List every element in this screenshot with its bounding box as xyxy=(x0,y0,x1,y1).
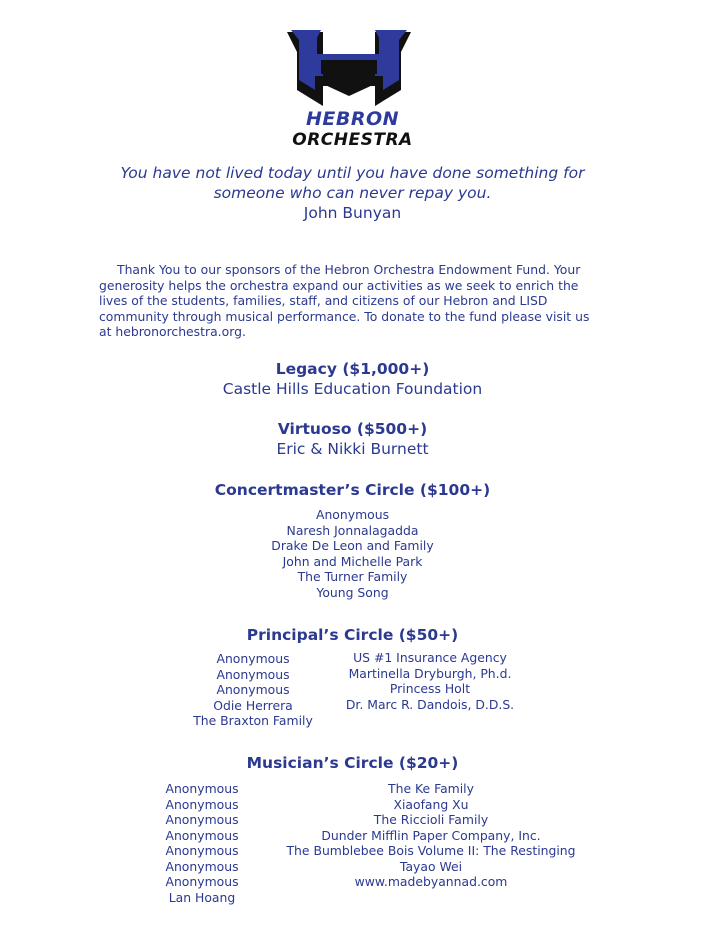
list-item: The Turner Family xyxy=(297,569,408,584)
principal-right-column xyxy=(345,650,515,712)
virtuoso-sponsor: Eric & Nikki Burnett xyxy=(276,440,429,458)
list-item: Anonymous xyxy=(165,796,239,812)
list-item: Anonymous xyxy=(165,827,239,843)
list-item: Lan Hoang xyxy=(168,889,236,905)
list-item: Anonymous xyxy=(216,682,290,697)
list-item: Anonymous xyxy=(216,666,290,682)
list-item: Anonymous xyxy=(216,651,290,666)
list-item: Martinella Dryburgh, Ph.d. xyxy=(348,665,512,681)
musician-right-column xyxy=(276,781,586,890)
list-item: John and Michelle Park xyxy=(282,553,423,569)
intro-paragraph: Thank You to our sponsors of the Hebron Orchestra Endowment Fund. Your generosity helps the orchestra expand our activities as we seek to enrich the lives of the students, families, staff, and citizens of our Hebron and LISD community through musical performance. To donate to the fund please visit us at hebronorchestra.org. xyxy=(99,262,590,339)
list-item: Young Song xyxy=(316,584,389,600)
list-item: The Braxton Family xyxy=(193,713,313,728)
list-item: Odie Herrera xyxy=(213,697,293,713)
quote-line-2: someone who can never repay you. xyxy=(213,184,492,202)
list-item: Anonymous xyxy=(165,858,239,874)
quote-author: John Bunyan xyxy=(303,204,402,222)
list-item: Anonymous xyxy=(165,874,239,889)
list-item: Princess Holt xyxy=(389,681,471,696)
quote xyxy=(0,163,705,223)
list-item: The Bumblebee Bois Volume II: The Restinging xyxy=(286,843,576,858)
list-item: Dr. Marc R. Dandois, D.D.S. xyxy=(345,696,515,712)
virtuoso-tier-title: Virtuoso ($500+) xyxy=(277,420,428,438)
musician-left-column xyxy=(152,781,252,905)
quote-line-1: You have not lived today until you have done something for xyxy=(120,164,585,182)
concertmaster-tier-title: Concertmaster’s Circle ($100+) xyxy=(214,481,491,499)
list-item: Anonymous xyxy=(315,507,390,522)
list-item: Naresh Jonnalagadda xyxy=(286,522,419,538)
concertmaster-list xyxy=(0,507,705,600)
list-item: US #1 Insurance Agency xyxy=(353,650,507,665)
principal-left-column xyxy=(183,651,323,729)
list-item: Xiaofang Xu xyxy=(393,796,469,812)
principal-tier-title: Principal’s Circle ($50+) xyxy=(246,626,459,644)
list-item: Tayao Wei xyxy=(399,858,463,874)
legacy-tier-title: Legacy ($1,000+) xyxy=(275,360,430,378)
logo-wordmark-orchestra: ORCHESTRA xyxy=(292,130,413,150)
musician-tier-title: Musician’s Circle ($20+) xyxy=(246,754,459,772)
logo-wordmark-hebron: HEBRON xyxy=(305,108,400,130)
list-item: The Riccioli Family xyxy=(373,812,489,827)
list-item: www.madebyannad.com xyxy=(354,874,508,889)
list-item: The Ke Family xyxy=(388,781,474,796)
list-item: Drake De Leon and Family xyxy=(271,538,434,553)
list-item: Dunder Mifflin Paper Company, Inc. xyxy=(321,827,541,843)
list-item: Anonymous xyxy=(165,812,239,827)
list-item: Anonymous xyxy=(165,843,239,858)
legacy-sponsor: Castle Hills Education Foundation xyxy=(222,380,483,398)
list-item: Anonymous xyxy=(165,781,239,796)
